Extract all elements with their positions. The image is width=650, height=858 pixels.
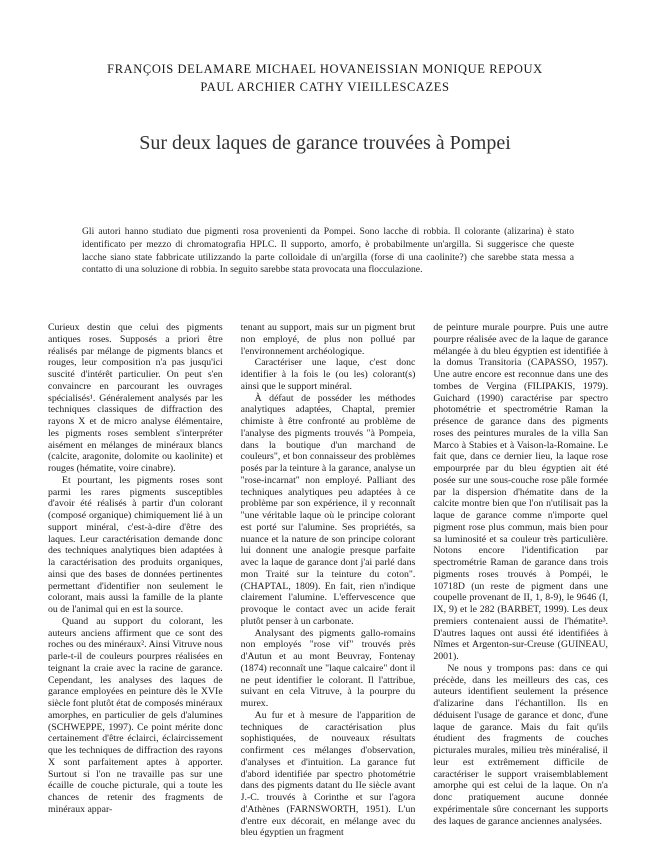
body-columns xyxy=(48,322,608,842)
column-2 xyxy=(241,322,416,842)
column-3 xyxy=(433,322,608,842)
article-title: Sur deux laques de garance trouvées à Pompei xyxy=(139,132,511,154)
paragraph: Analysant des pigments gallo-romains non employés "rose vif" trouvés près d'Autun et au mont Beuvray, Fontenay (1874) reconnaît une "laque calcaire" dont il ne peut identifier le colorant. Il l'attribue, suivant en cela Vitruve, à la pourpre du murex. xyxy=(240,627,416,709)
paragraph: Curieux destin que celui des pigments antiques roses. Supposés a priori être réalisés par mélange de pigments blancs et rouges, leur composition n'a pas jusqu'ici suscité d'intérêt particulier. On peut s'en convaincre en parcourant les ouvrages spécialisés¹. Généralement analysés par les techniques classiques de diffraction des rayons X et de micro analyse élémentaire, les pigments roses semblent s'interpréter aisément en mélanges de minéraux blancs (calcite, aragonite, dolomite ou kaolinite) et rouges (hématite, voire cinabre). xyxy=(48,322,223,474)
paragraph: Au fur et à mesure de l'apparition de techniques de caractérisation plus sophistiquées, de nouveaux résultats confirment ces mélanges d'observation, d'analyses et d'intuition. La garance fut d'abord identifiée par spectro photométrie dans des pigments datant du IIe siècle avant J.-C. trouvés à Corinthe et sur l'agora d'Athènes (FARNSWORTH, 1951). L'un d'entre eux décorait, en mélange avec du bleu égyptien un fragment xyxy=(240,709,416,839)
authors-line-1: FRANÇOIS DELAMARE MICHAEL HOVANEISSIAN MONIQUE REPOUX xyxy=(107,62,543,76)
paragraph: Caractériser une laque, c'est donc identifier à la fois le (ou les) colorant(s) ainsi que le support minéral. xyxy=(240,357,416,392)
paragraph: Quand au support du colorant, les auteurs anciens affirment que ce sont des roches ou des minéraux². Ainsi Vitruve nous parle-t-il de couleurs pourpres réalisées en teignant la craie avec la racine de garance. Cependant, les analyses des laques de garance employées en peinture dès le XVIe siècle font plutôt état de composés minéraux amorphes, en particulier de gels d'alumines (SCHWEPPE, 1997). Ce point mérite donc certainement d'être éclairci, éclaircissement que les techniques de diffraction des rayons X sont parfaitement aptes à apporter. Surtout si l'on ne travaille pas sur une écaille de couche picturale, qui a toute les chances de retenir des fragments de minéraux appar- xyxy=(48,615,223,815)
paragraph: À défaut de posséder les méthodes analytiques adaptées, Chaptal, premier chimiste à être confronté au problème de l'analyse des pigments trouvés "à Pompeia, dans la boutique d'un marchand de couleurs", et bon connaisseur des problèmes posés par la teinture à la garance, analyse un "rose-incarnat" non employé. Palliant des techniques analytiques peu adaptées à ce problème par son expérience, il y reconnaît "une véritable laque où le principe colorant est porté sur l'alumine. Ses propriétés, sa nuance et la nature de son principe colorant lui donnent une analogie presque parfaite avec la laque de garance dont j'ai parlé dans mon Traité sur la teinture du coton". (CHAPTAL, 1809). En fait, rien n'indique clairement l'alumine. L'effervescence que provoque le contact avec un acide ferait plutôt penser à un carbonate. xyxy=(240,392,416,627)
paragraph: de peinture murale pourpre. Puis une autre pourpre réalisée avec de la laque de garance mélangée à du bleu égyptien est identifiée à la domus Transitoria (CAPASSO, 1957). Une autre encore est reconnue dans une des tombes de Vergina (FILIPAKIS, 1979). Guichard (1990) caractérise par spectro photométrie et spectrométrie Raman la présence de garance dans des pigments roses des peintures murales de la villa San Marco à Stabies et à Vaison-la-Romaine. Le fait que, dans ce dernier lieu, la laque rose empourprée par du bleu égyptien ait été posée sur une sous-couche rose pâle formée par la dispersion d'hématite dans de la calcite montre bien que l'on n'utilisait pas la laque de garance comme n'importe quel pigment rose plus commun, mais bien pour sa luminosité et sa couleur très particulière. Notons encore l'identification par spectrométrie Raman de garance dans trois pigments roses trouvés à Pompéi, le 10718D (un reste de pigment dans une coupelle provenant de II, 1, 8-9), le 9646 (I, IX, 9) et le 282 (BARBET, 1999). Les deux premiers contenaient aussi de l'hématite³. D'autres laques ont aussi été identifiées à Nîmes et Argenton-sur-Creuse (GUINEAU, 2001). xyxy=(433,322,609,662)
authors-line-2: PAUL ARCHIER CATHY VIEILLESCAZES xyxy=(200,80,450,94)
column-1 xyxy=(48,322,223,842)
paragraph: Et pourtant, les pigments roses sont parmi les rares pigments susceptibles d'avoir été réalisés à partir d'un colorant (composé organique) chimiquement lié à un support minéral, c'est-à-dire d'être des laques. Leur caractérisation demande donc des techniques analytiques bien adaptées à la caractérisation des produits organiques, ainsi que des bases de données pertinentes permettant d'identifier non seulement le colorant, mais aussi la famille de la plante ou de l'animal qui en est la source. xyxy=(48,474,223,615)
paragraph: Ne nous y trompons pas: dans ce qui précède, dans les meilleurs des cas, ces auteurs identifient seulement la présence d'alizarine dans l'échantillon. Ils en déduisent l'usage de garance et donc, d'une laque de garance. Mais du fait qu'ils étudient des fragments de couches picturales murales, milieu très minéralisé, il leur est extrêmement difficile de caractériser le support vraisemblablement amorphe qui est celui de la laque. On n'a donc pratiquement aucune donnée expérimentale sûre concernant les supports des laques de garance anciennes analysées. xyxy=(433,662,609,827)
author-list xyxy=(0,60,650,96)
italian-abstract: Gli autori hanno studiato due pigmenti rosa provenienti da Pompei. Sono lacche di robbia. Il colorante (alizarina) è stato identificato per mezzo di chromatografia HPLC. Il supporto, amorfo, è probabilmente un'argilla. Si suggerisce che queste lacche siano state fabbricate utilizzando la parte colloidale di un'argilla (forse di una caolinite?) che sarebbe stata messa a contatto di una soluzione di robbia. In seguito sarebbe stata provocata una flocculazione. xyxy=(82,226,574,276)
paragraph: tenant au support, mais sur un pigment brut non employé, de plus non pollué par l'environnement archéologique. xyxy=(240,322,416,357)
